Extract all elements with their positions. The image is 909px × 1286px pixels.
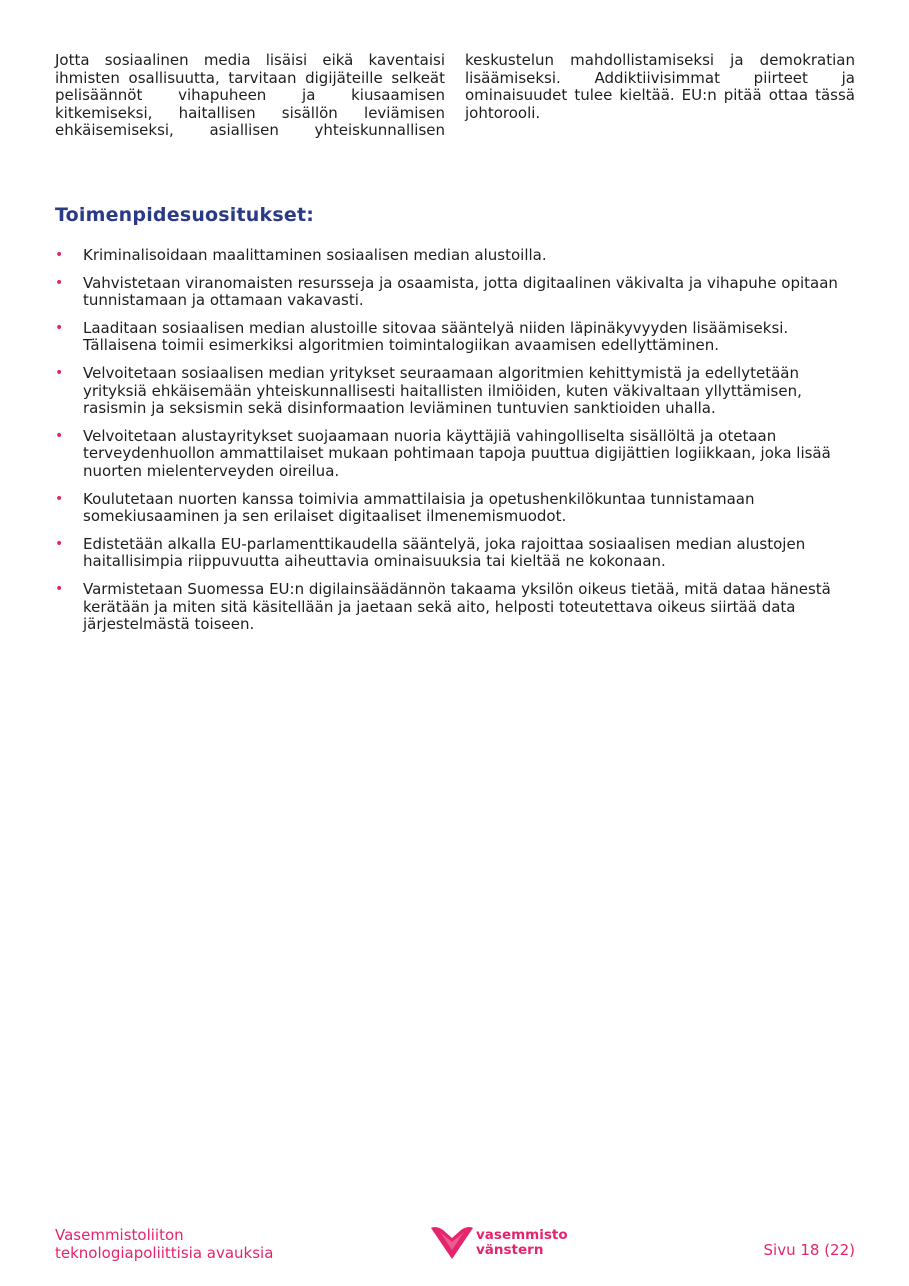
- list-item: [55, 247, 855, 265]
- bullet-icon: •: [55, 247, 64, 263]
- footer-publication-line: Vasemmistoliiton: [55, 1226, 184, 1244]
- list-item-text: Kriminalisoidaan maalittaminen sosiaalisen median alustoilla.: [83, 246, 547, 264]
- list-item: [55, 320, 855, 355]
- v-heart-logo-icon: [430, 1226, 474, 1260]
- list-item-text: Vahvistetaan viranomaisten resursseja ja osaamista, jotta digitaalinen väkivalta ja vihapuhe opitaan tunnistamaan ja ottamaan vakavasti.: [83, 273, 838, 310]
- list-item-text: Varmistetaan Suomessa EU:n digilainsäädännön takaama yksilön oikeus tietää, mitä dataa hänestä kerätään ja miten sitä käsitellään ja jaetaan sekä aito, helposti toteutettava oikeus siirtää data järjestelmästä toiseen.: [83, 579, 831, 634]
- list-item-text: Velvoitetaan alustayritykset suojaamaan nuoria käyttäjiä vahingolliselta sisällöltä ja otetaan terveydenhuollon ammattilaiset mukaan pohtimaan tapoja puuttua digijättien logiikkaan, joka lisää nuorten mielenterveyden oireilua.: [83, 426, 831, 480]
- list-item-text: Velvoitetaan sosiaalisen median yritykset seuraamaan algoritmien kehittymistä ja edellytetään yrityksiä ehkäisemään yhteiskunnallisesti haitallisten ilmiöiden, kuten väkivaltaan yllyttämisen, rasismin ja seksismin sekä disinformaation leviäminen tuntuvien sanktioiden uhalla.: [83, 363, 802, 418]
- footer-publication-title: [55, 1227, 273, 1262]
- bullet-icon: •: [55, 535, 64, 552]
- bullet-icon: •: [55, 580, 64, 597]
- list-item-text: Edistetään alkalla EU-parlamenttikaudella sääntelyä, joka rajoittaa sosiaalisen median alustojen haitallisimpia riippuvuutta aiheuttavia ominaisuuksia tai kieltää ne kokonaan.: [83, 534, 806, 571]
- vasemmisto-logo: [430, 1224, 570, 1264]
- list-item: [55, 428, 855, 481]
- list-item: [55, 365, 855, 418]
- list-item: [55, 275, 855, 310]
- intro-paragraph: Jotta sosiaalinen media lisäisi eikä kaventaisi ihmisten osallisuutta, tarvitaan digijäteille selkeät pelisäännöt vihapuheen ja kiusaamisen kitkemiseksi, haitallisen sisällön leviämisen ehkäisemiseksi, asiallisen yhteiskunnallisen keskustelun mahdollistamiseksi ja demokratian lisäämiseksi. Addiktiivisimmat piirteet ja ominaisuudet tulee kieltää. EU:n pitää ottaa tässä johtorooli.: [55, 51, 855, 140]
- recommendations-heading: Toimenpidesuositukset:: [55, 204, 315, 226]
- list-item-text: Koulutetaan nuorten kanssa toimivia ammattilaisia ja opetushenkilökuntaa tunnistamaan somekiusaaminen ja sen erilaiset digitaaliset ilmenemismuodot.: [83, 489, 755, 526]
- bullet-icon: •: [55, 427, 64, 444]
- list-item: [55, 536, 855, 571]
- recommendations-list: [55, 247, 855, 644]
- logo-line: vasemmisto: [476, 1227, 568, 1243]
- logo-line: vänstern: [476, 1242, 544, 1258]
- list-item: [55, 491, 855, 526]
- list-item: [55, 581, 855, 634]
- bullet-icon: •: [55, 274, 64, 291]
- list-item-text: Laaditaan sosiaalisen median alustoille sitovaa sääntelyä niiden läpinäkyvyyden lisäämiseksi. Tällaisena toimii esimerkiksi algoritmien toimintalogiikan avaamisen edellyttäminen.: [83, 318, 789, 355]
- bullet-icon: •: [55, 364, 64, 381]
- footer-publication-line: teknologiapoliittisia avauksia: [55, 1243, 274, 1262]
- page-number: Sivu 18 (22): [763, 1241, 855, 1259]
- bullet-icon: •: [55, 490, 64, 507]
- intro-text: [55, 52, 855, 140]
- logo-wordmark: [476, 1228, 568, 1258]
- bullet-icon: •: [55, 319, 64, 336]
